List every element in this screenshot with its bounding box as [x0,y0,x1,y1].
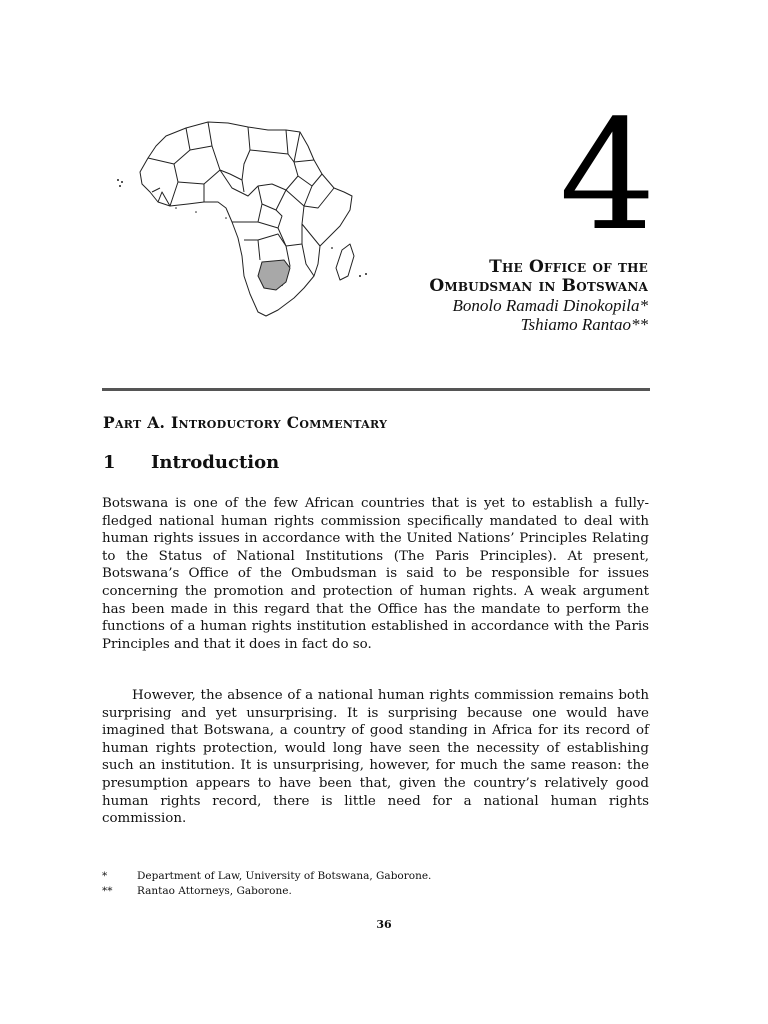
footnote-mark: * [102,870,108,882]
chapter-title-line-2: Ombudsman in Botswana [429,276,648,296]
body-paragraph-2: However, the absence of a national human rights commission remains both surprising and yet unsurprising. It is surprising because one would have imagined that Botswana, a country of good standing in Africa for its record of human rights protection, would long have seen the necessity of establishing such an institution. It is unsurprising, however, for much the same reason: the presumption appears to have been that, given the country’s relatively good human rights record, there is little need for a national human rights commission. [102,688,649,827]
botswana-shape [258,260,290,290]
footnote [102,869,649,884]
author-2: Tshiamo Rantao** [520,315,648,334]
section-title: Introduction [151,452,280,473]
chapter-title-line-1: The Office of the [489,257,648,277]
chapter-title-block [288,258,648,334]
author-1: Bonolo Ramadi Dinokopila* [452,296,648,315]
footnote [102,884,649,899]
footnote-mark: ** [102,885,113,897]
horizontal-rule [102,388,650,391]
section-number: 1 [103,452,116,473]
footnotes [102,869,649,899]
body-paragraph-1: Botswana is one of the few African countries that is yet to establish a fully-fledged national human rights commission specifically mandated to deal with human rights issues in accordance with the United Nations’ Principles Relating to the Status of National Institutions (The Paris Principles). At present, Botswana’s Office of the Ombudsman is said to be responsible for issues concerning the promotion and protection of human rights. A weak argument has been made in this regard that the Office has the mandate to perform the functions of a human rights institution established in accordance with the Paris Principles and that it does in fact do so. [102,496,649,652]
section-heading [103,452,279,473]
page-number: 36 [376,918,392,931]
footnote-text: Department of Law, University of Botswana, Gaborone. [137,870,432,882]
part-heading: Part A. Introductory Commentary [103,413,388,432]
footnote-text: Rantao Attorneys, Gaborone. [137,885,292,897]
chapter-number: 4 [559,87,656,264]
